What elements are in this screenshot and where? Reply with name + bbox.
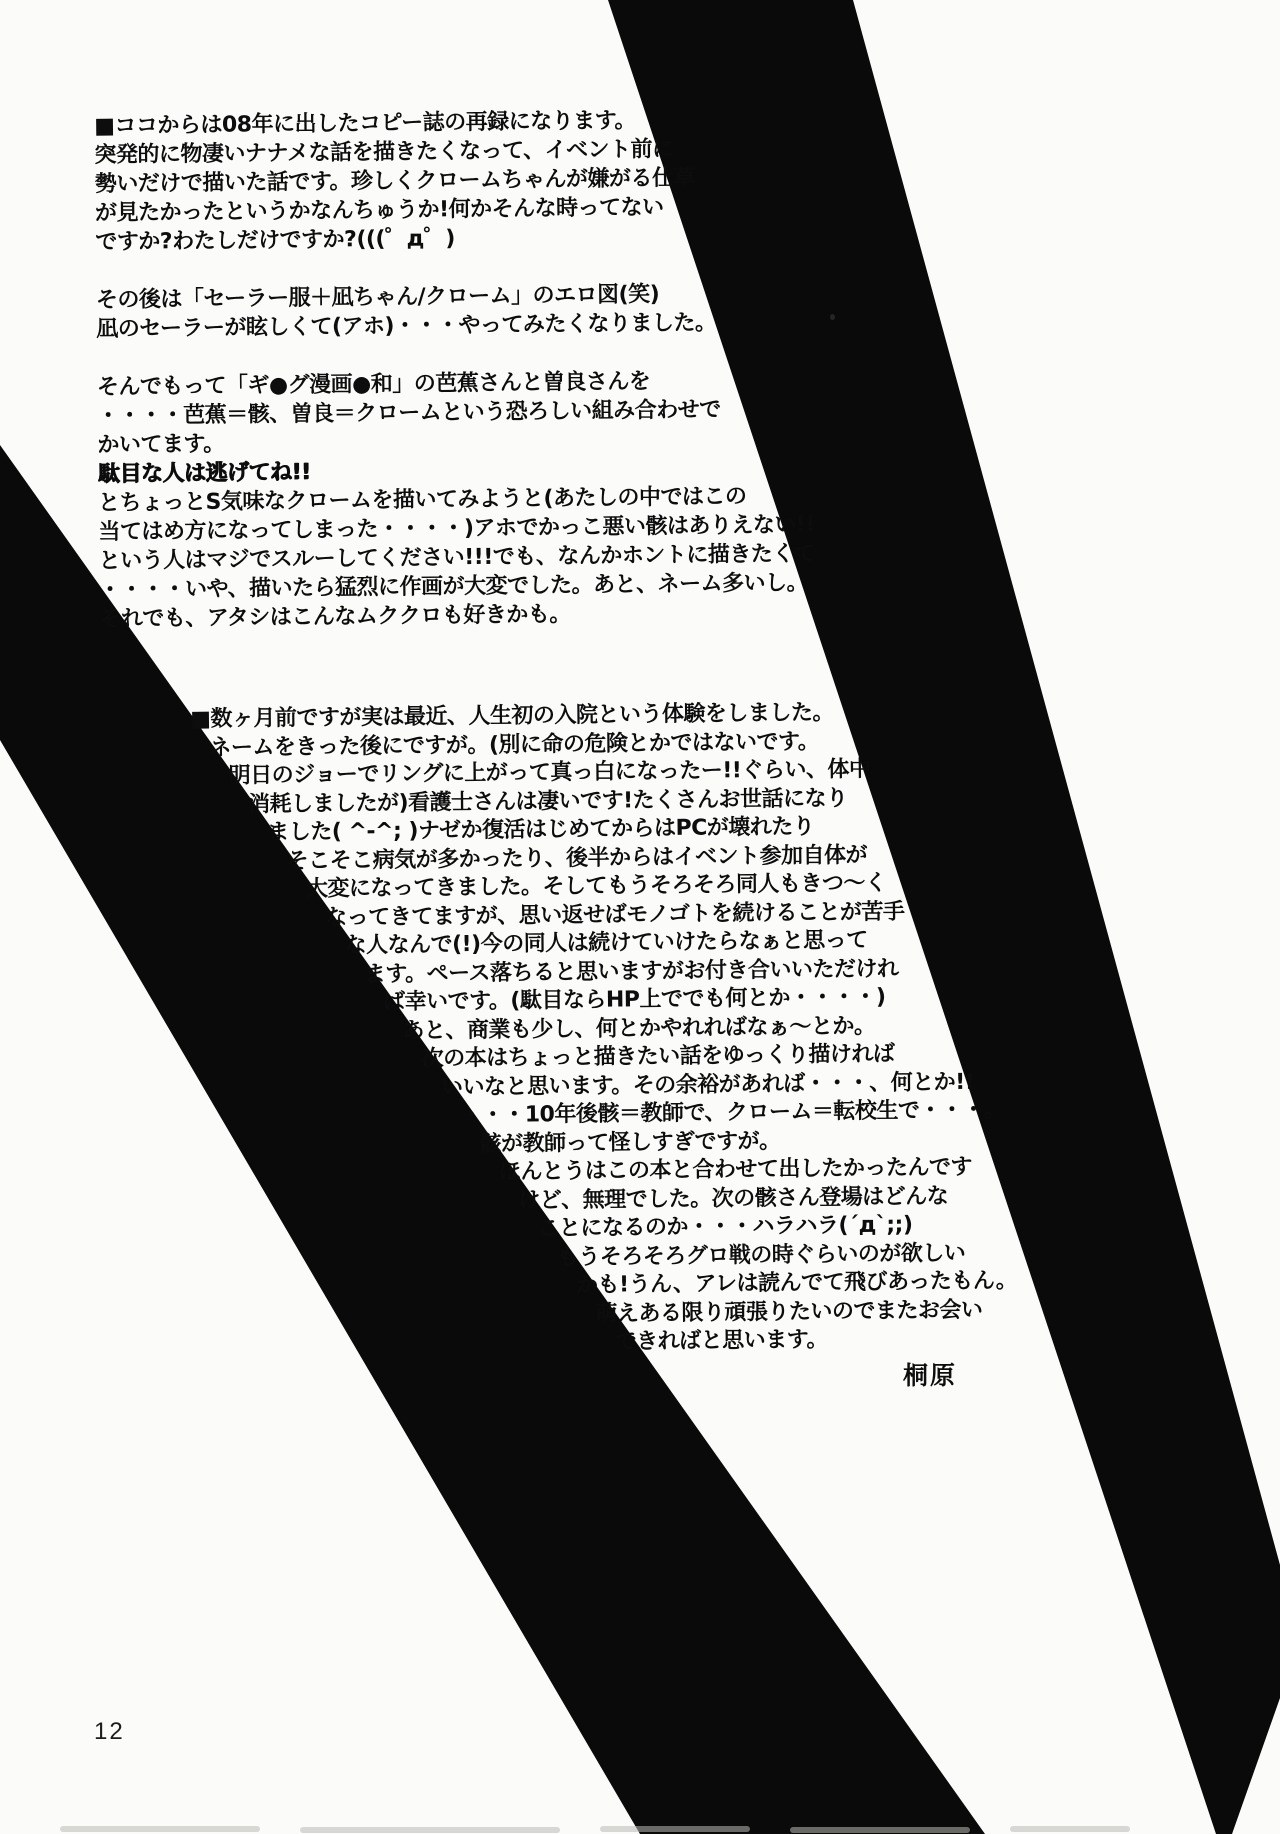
text-line: あと、商業も少し、何とかやれればなぁ〜とか。 [402,1013,876,1044]
text-line: 当てはめ方になってしまった・・・・)アホでかっこ悪い骸はありえない!! [98,512,816,545]
text-line: ことになるのか・・・ハラハラ(´д`;;) [537,1212,913,1242]
text-line: とちょっとS気味なクロームを描いてみようと(あたしの中ではこの [97,484,747,516]
text-line: が見たかったというかなんちゅうか!何かそんな時ってない [94,195,664,226]
text-line: ■ココからは08年に出したコピー誌の再録になります。 [94,108,637,139]
text-line: なってきてますが、思い返せばモノゴトを続けることが苦手 [325,899,905,931]
text-line: 勢いだけで描いた話です。珍しくクロームちゃんが嫌がる仕草 [94,165,696,197]
text-line: ・・・・いや、描いたら猛烈に作画が大変でした。あと、ネーム多いし。 [98,570,809,603]
text-line: できればと思います。 [614,1327,829,1355]
text-line: 骸が教師って怪しすぎですが。 [479,1128,781,1157]
text-line: けど、無理でした。次の骸さん登場はどんな [518,1183,949,1214]
scan-smudge [1010,1826,1130,1832]
scan-speck [830,314,835,320]
afterword-block [190,697,1018,1361]
text-line: いいなと思います。その余裕があれば・・・、何とか!! [440,1069,975,1100]
text-line: ■数ヶ月前ですが実は最近、人生初の入院という体験をしました。 [190,700,835,732]
text-line: それでも、アタシはこんなムククロも好きかも。 [99,602,571,632]
scan-smudge [60,1826,260,1832]
text-line: そんでもって「ギ●グ漫画●和」の芭蕉さんと曽良さんを [96,369,651,400]
text-line: そこそこ病気が多かったり、後半からはイベント参加自体が [286,842,868,874]
text-line: 消耗しましたが)看護士さんは凄いです!たくさんお世話になり [247,785,848,817]
text-line: ・・・10年後骸＝教師で、クローム＝転校生で・・・。 [460,1097,1006,1129]
text-line: 次の本はちょっと描きたい話をゆっくり描ければ [421,1041,895,1072]
text-line: 凪のセーラーが眩しくて(アホ)・・・やってみたくなりました。 [96,310,717,342]
text-line: 明日のジョーでリングに上がって真っ白になったー!!ぐらい、体中 [228,756,871,789]
text-line: な人なんで(!)今の同人は続けていけたらなぁと思って [344,927,868,959]
text-line: かいてます。 [97,431,225,458]
page-number: 12 [94,1718,125,1745]
scan-smudge [300,1827,560,1833]
text-line: 突発的に物凄いナナメな話を描きたくなって、イベント前に [94,136,674,168]
text-line: かも!うん、アレは読んでて飛びあったもん。 [575,1268,1018,1298]
text-line: ですか?わたしだけですか?(((゜д゜) [95,226,455,255]
text-line: ます。ペース落ちると思いますがお付き合いいただけれ [363,956,899,987]
text-line: ・・・・芭蕉＝骸、曽良＝クロームという恐ろしい組み合わせで [97,397,721,429]
text-line: もうそろそろグロ戦の時ぐらいのが欲しい [556,1240,966,1270]
scan-smudge [790,1827,970,1833]
text-line: その後は「セーラー服＋凪ちゃん/クローム」のエロ図(笑) [95,282,660,313]
text-line: ネームをきった後にですが。(別に命の危険とかではないです。 [209,728,820,761]
reprint-notes-block [94,104,816,633]
warning-line: 駄目な人は逃げてね!! [97,459,311,487]
text-line: ば幸いです。(駄目ならHP上ででも何とか・・・・) [382,984,886,1015]
text-line: ました( ^-^; )ナゼか復活はじめてからはPCが壊れたり [267,814,815,846]
text-line: 大変になってきました。そしてもうそろそろ同人もきつ〜く [305,870,887,902]
scan-smudge [600,1826,750,1832]
author-signature: 桐原 [903,1361,958,1390]
text-line: ほんとうはこの本と合わせて出したかったんです [498,1154,973,1185]
text-line: という人はマジでスルーしてください!!!でも、なんかホントに描きたくて [98,541,816,574]
text-line: 萌えある限り頑張りたいのでまたお会い [595,1297,983,1327]
